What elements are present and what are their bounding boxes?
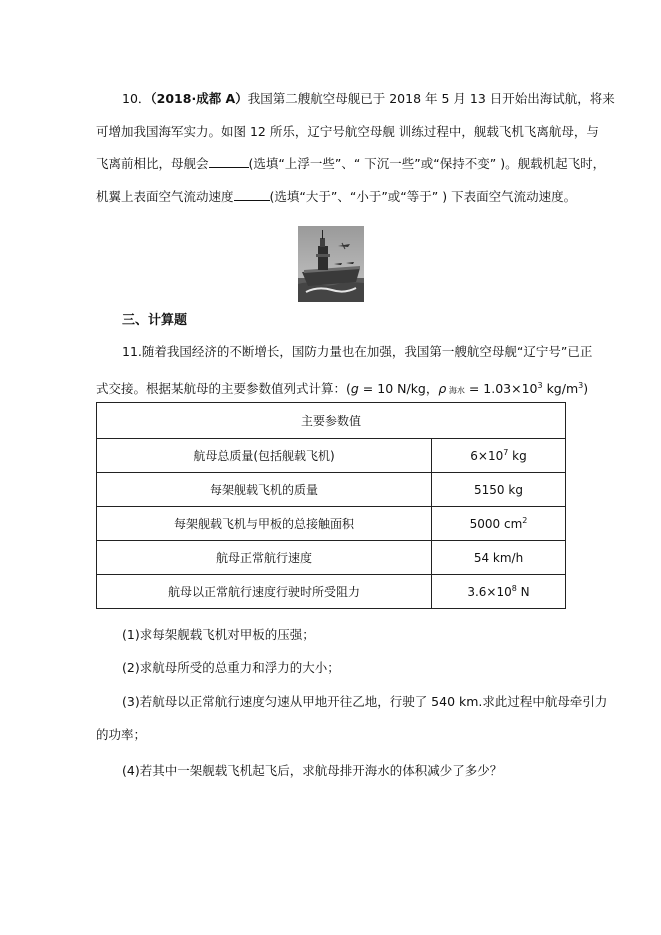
row-value [432,541,566,575]
q10-line4-after: (选填“大于”、“小于”或“等于” ) 下表面空气流动速度。 [269,189,577,204]
q11-line2-mid: = 10 N/kg， [358,381,439,397]
value-text: 6×10 [470,449,504,463]
q10-line-2: 可增加我国海军实力。如图 12 所乐，辽宁号航空母舰 训练过程中，舰载飞机飞离航母，与 [96,124,599,139]
table-row [97,473,566,507]
sub-question-3-line-2: 的功率； [96,727,147,742]
table-header: 主要参数值 [97,403,566,439]
table-row [97,439,566,473]
q11-line-2 [96,377,588,400]
value-text: 5150 kg [474,482,523,497]
row-label: 航母正常航行速度 [97,541,432,575]
row-label: 航母总质量(包括舰载飞机) [97,439,432,473]
q10-line-3 [96,155,605,173]
value-exponent: 2 [522,516,528,525]
row-value [432,439,566,473]
q10-line3-after: (选填“上浮一些”、“ 下沉一些”或“保持不变” )。舰载机起飞时， [248,156,606,171]
row-label: 每架舰载飞机与甲板的总接触面积 [97,507,432,541]
table-row [97,541,566,575]
q10-line1-text: 我国第二艘航空母舰已于 2018 年 5 月 13 日开始出海试航，将来 [247,91,615,106]
q10-source: （2018·成都 A） [150,91,248,106]
rho-unit: kg/m [542,381,579,397]
q10-line3-before: 飞离前相比，母舰会 [96,156,209,171]
q11-line2-end: ) [583,381,589,397]
value-exponent: 7 [503,448,509,457]
row-label: 航母以正常航行速度行驶时所受阻力 [97,575,432,609]
section-title: 三、计算题 [122,313,188,328]
rho-unit-exponent: 3 [578,381,584,390]
q11-line2-before: 式交接。根据某航母的主要参数值列式计算：( [96,381,351,397]
row-value [432,575,566,609]
sub-question-4: (4)若其中一架舰载飞机起飞后，求航母排开海水的体积减少了多少？ [122,763,503,778]
value-exponent: 8 [511,584,517,593]
value-unit: N [516,585,530,599]
rho-symbol: ρ [438,381,447,397]
rho-subscript: 海水 [446,386,465,396]
q10-line4-before: 机翼上表面空气流动速度 [96,189,234,204]
q11-line-1: 11.随着我国经济的不断增长，国防力量也在加强，我国第一艘航空母舰“辽宁号”已正 [122,344,593,359]
q10-line-1 [122,90,615,108]
aircraft-carrier-photo [298,226,364,302]
table-row [97,575,566,609]
answer-blank-1 [209,155,249,168]
table-row [97,507,566,541]
sub-question-3-line-1: (3)若航母以正常航行速度匀速从甲地开往乙地，行驶了 540 km.求此过程中航母牵引力 [122,694,608,709]
table-header-row [97,403,566,439]
row-label: 每架舰载飞机的质量 [97,473,432,507]
row-value [432,473,566,507]
sub-question-1: (1)求每架舰载飞机对甲板的压强； [122,627,315,642]
row-value [432,507,566,541]
q10-number: 10． [122,91,151,106]
value-text: 3.6×10 [467,585,512,599]
rho-exponent: 3 [537,381,543,390]
value-text: 5000 cm [469,517,523,531]
g-symbol: g [350,381,359,397]
answer-blank-2 [234,188,270,201]
sub-question-2: (2)求航母所受的总重力和浮力的大小； [122,660,340,675]
value-text: 54 km/h [473,550,524,565]
parameter-table [96,402,566,609]
rho-value: = 1.03×10 [464,381,538,397]
q10-line-4 [96,188,576,206]
value-unit: kg [508,449,527,463]
